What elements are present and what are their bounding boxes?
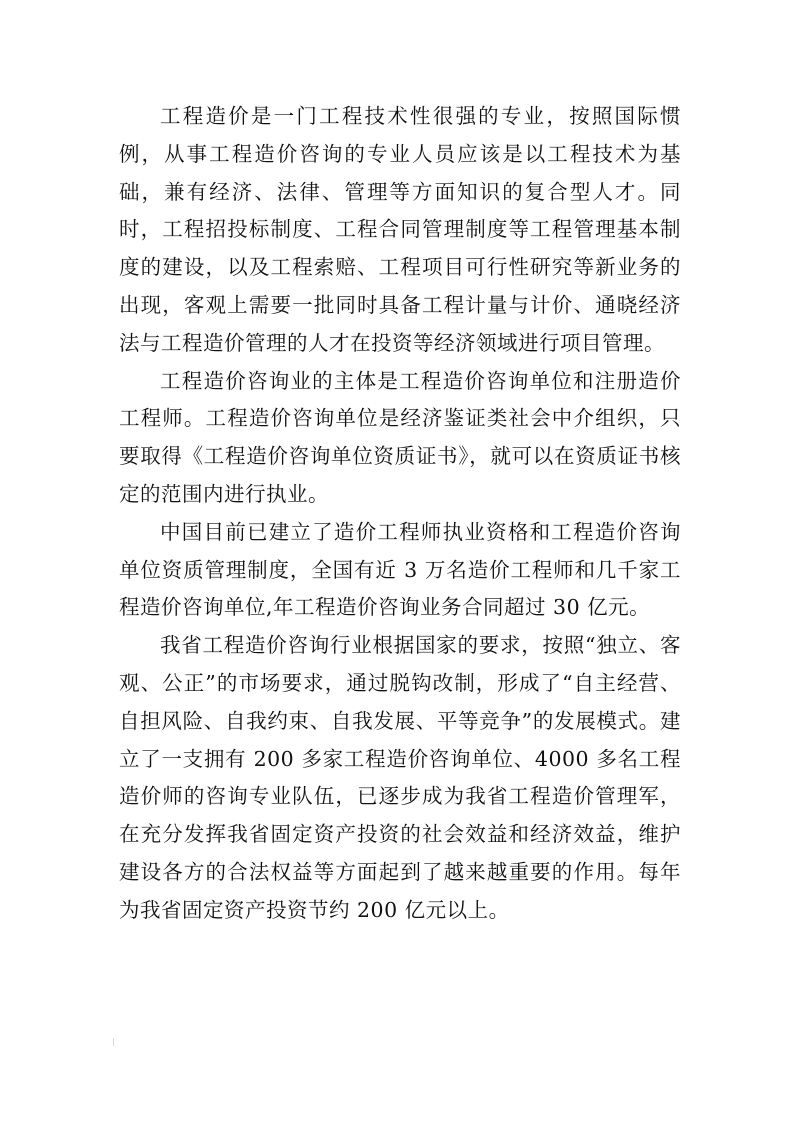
paragraph-4: 我省工程造价咨询行业根据国家的要求，按照“独立、客观、公正”的市场要求，通过脱钩改制，形成了“自主经营、自担风险、自我约束、自我发展、平等竞争”的发展模式。建立了一支拥有 200 多家工程造价咨询单位、4000 多名工程造价师的咨询专业队伍，已逐步成为我省工程造价管理军，在充分发挥我省固定资产投资的社会效益和经济效益，维护建设各方的合法权益等方面起到了越来越重要的作用。每年为我省固定资产投资节约 200 亿元以上。: [119, 633, 681, 922]
paragraph-1: 工程造价是一门工程技术性很强的专业，按照国际惯例，从事工程造价咨询的专业人员应该是以工程技术为基础，兼有经济、法律、管理等方面知识的复合型人才。同时，工程招投标制度、工程合同管理制度等工程管理基本制度的建设，以及工程索赔、工程项目可行性研究等新业务的出现，客观上需要一批同时具备工程计量与计价、通晓经济法与工程造价管理的人才在投资等经济领域进行项目管理。: [119, 104, 681, 355]
paragraph-2: 工程造价咨询业的主体是工程造价咨询单位和注册造价工程师。工程造价咨询单位是经济鉴证类社会中介组织，只要取得《工程造价咨询单位资质证书》，就可以在资质证书核定的范围内进行执业。: [119, 368, 681, 506]
page-corner-mark: [113, 1038, 114, 1046]
document-body: [119, 98, 681, 930]
paragraph-3: 中国目前已建立了造价工程师执业资格和工程造价咨询单位资质管理制度，全国有近 3 万名造价工程师和几千家工程造价咨询单位,年工程造价咨询业务合同超过 30 亿元。: [119, 519, 681, 620]
